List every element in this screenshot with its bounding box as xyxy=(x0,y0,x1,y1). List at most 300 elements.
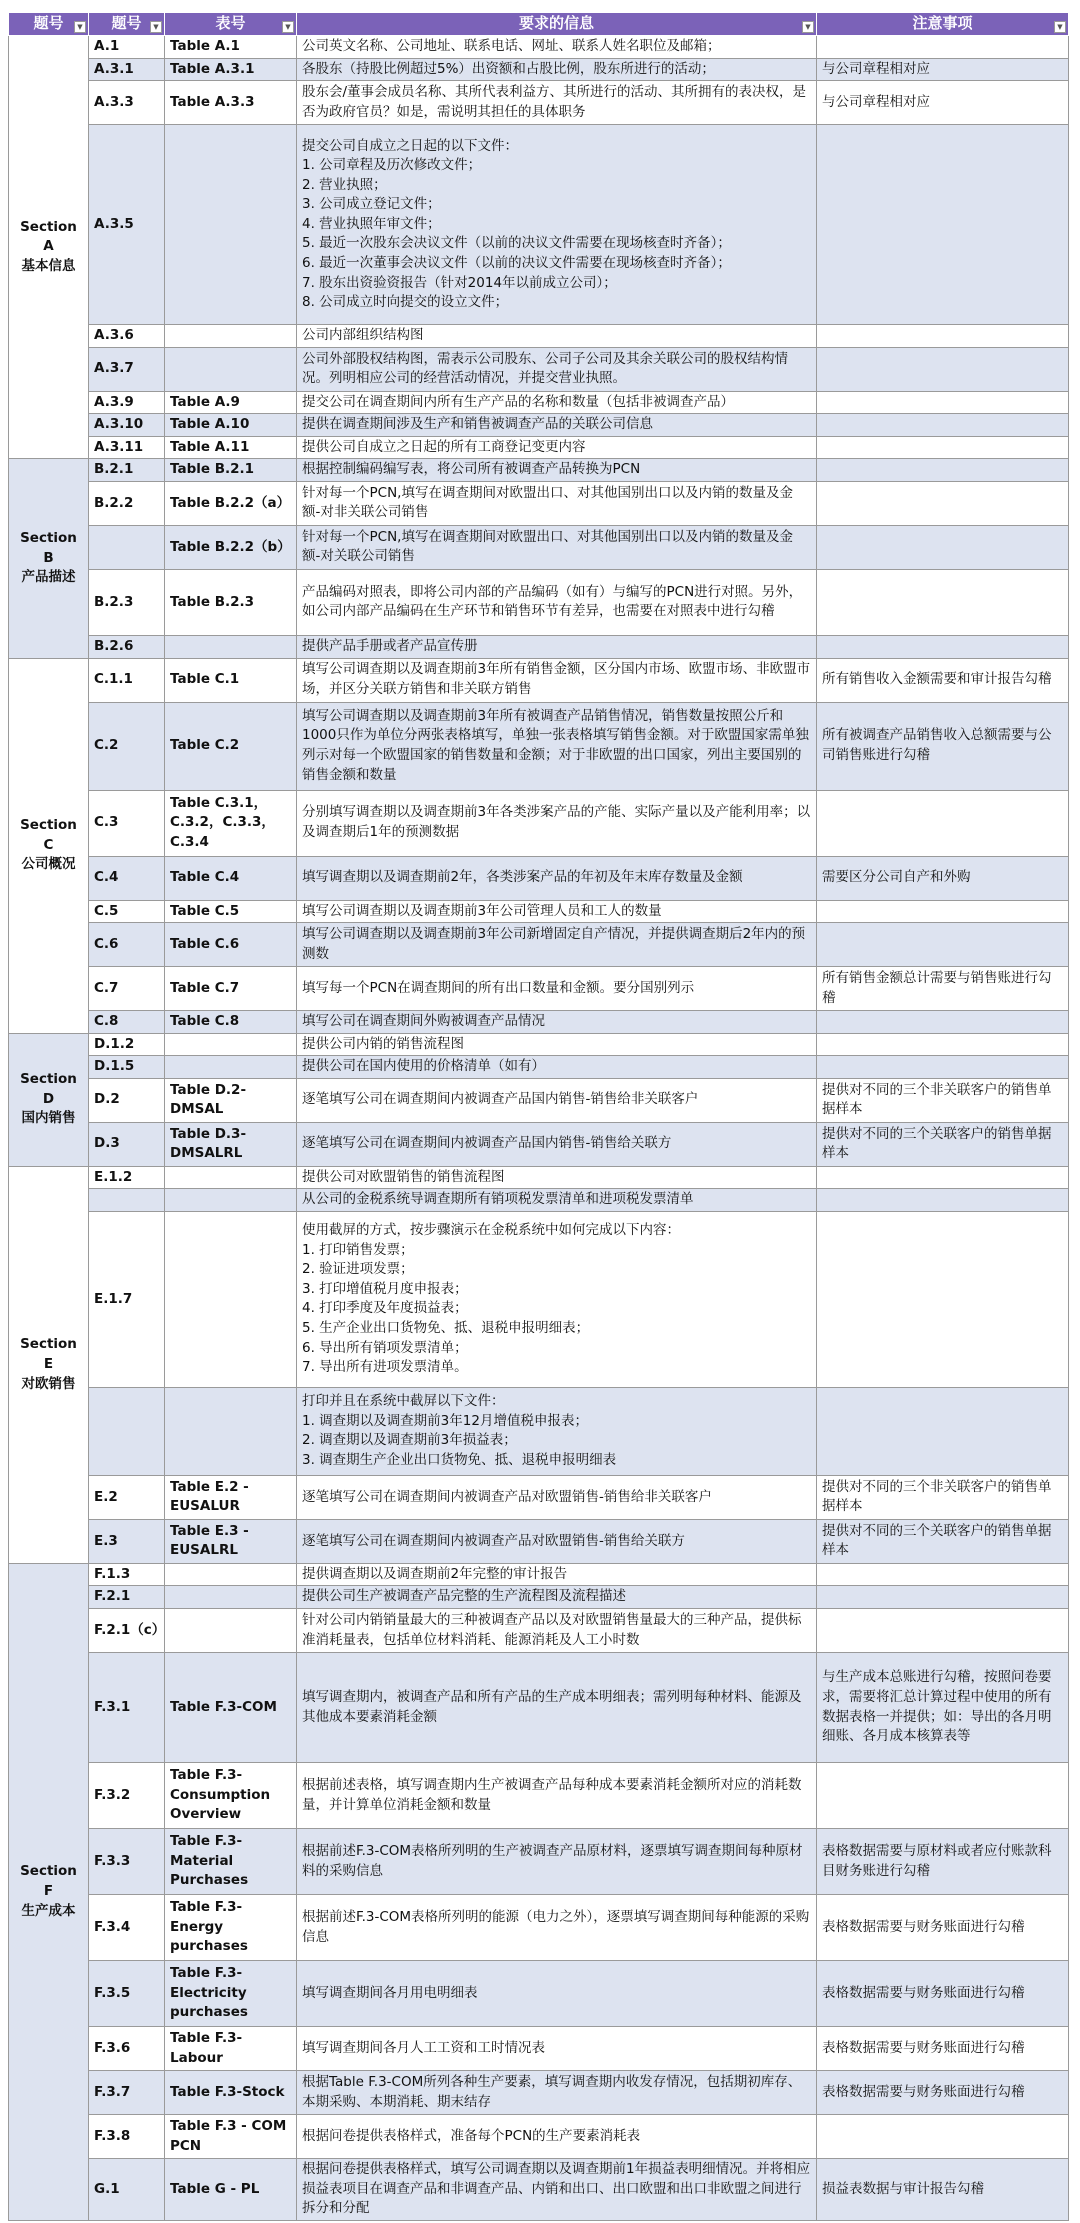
filter-dropdown-icon[interactable]: ▼ xyxy=(282,21,294,33)
required-info-line: 3. 公司成立登记文件； xyxy=(302,196,441,213)
question-number[interactable]: F.3.7 xyxy=(89,2071,165,2115)
required-info-cell[interactable] xyxy=(297,1033,817,1056)
table-number[interactable]: Table B.2.2（a） xyxy=(165,481,297,525)
note-cell[interactable] xyxy=(817,125,1069,325)
required-info-cell[interactable] xyxy=(297,1475,817,1519)
section-subtitle: 国内销售 xyxy=(21,1110,76,1127)
table-row xyxy=(9,635,1069,658)
required-info-cell[interactable] xyxy=(297,569,817,635)
section-label-b xyxy=(9,459,89,658)
table-row xyxy=(9,1387,1069,1475)
table-row xyxy=(9,569,1069,635)
required-info-cell[interactable] xyxy=(297,81,817,125)
table-row xyxy=(9,1653,1069,1763)
question-number[interactable]: C.4 xyxy=(89,856,165,900)
note-cell[interactable]: 与公司章程相对应 xyxy=(817,58,1069,81)
note-cell[interactable]: 所有销售金额总计需要与销售账进行勾稽 xyxy=(817,967,1069,1011)
table-number[interactable] xyxy=(165,125,297,325)
note-cell[interactable]: 表格数据需要与财务账面进行勾稽 xyxy=(817,2071,1069,2115)
table-row xyxy=(9,414,1069,437)
required-info-line: 公司内部组织结构图 xyxy=(302,327,424,344)
question-number[interactable]: B.2.3 xyxy=(89,569,165,635)
table-row xyxy=(9,459,1069,482)
required-info-line: 打印并且在系统中截屏以下文件： xyxy=(302,1393,505,1410)
note-cell[interactable]: 与公司章程相对应 xyxy=(817,81,1069,125)
header-required-info[interactable]: 要求的信息 ▼ xyxy=(297,13,817,36)
header-question-no[interactable]: 题号 ▼ xyxy=(89,13,165,36)
required-info-cell[interactable] xyxy=(297,635,817,658)
table-number[interactable]: Table F.3-Consumption Overview xyxy=(165,1763,297,1829)
section-title: Section D xyxy=(20,1071,77,1107)
question-number[interactable]: F.3.2 xyxy=(89,1763,165,1829)
required-info-line: 7. 股东出资验资报告（针对2014年以前成立公司）； xyxy=(302,274,617,291)
required-info-line: 根据Table F.3-COM所列各种生产要素，填写调查期内收发存情况，包括期初库存、本期采购、本期消耗、期末结存 xyxy=(302,2073,802,2110)
table-row xyxy=(9,1475,1069,1519)
required-info-line: 4. 营业执照年审文件； xyxy=(302,215,441,232)
table-row xyxy=(9,856,1069,900)
required-info-cell[interactable] xyxy=(297,1586,817,1609)
required-info-line: 6. 最近一次董事会决议文件（以前的决议文件需要在现场核查时齐备）； xyxy=(302,254,731,271)
table-row xyxy=(9,702,1069,790)
section-label-e xyxy=(9,1166,89,1563)
table-row xyxy=(9,36,1069,59)
question-number[interactable]: F.3.3 xyxy=(89,1829,165,1895)
table-row xyxy=(9,2115,1069,2159)
question-number[interactable]: F.3.6 xyxy=(89,2027,165,2071)
table-number[interactable]: Table B.2.2（b） xyxy=(165,525,297,569)
required-info-line: 针对每一个PCN,填写在调查期间对欧盟出口、对其他国别出口以及内销的数量及金额-对关联公司销售 xyxy=(302,528,793,565)
required-info-cell[interactable] xyxy=(297,1211,817,1387)
note-cell[interactable]: 提供对不同的三个非关联客户的销售单据样本 xyxy=(817,1078,1069,1122)
question-number[interactable]: F.3.5 xyxy=(89,1961,165,2027)
question-number[interactable]: F.3.1 xyxy=(89,1653,165,1763)
table-number[interactable]: Table A.3.3 xyxy=(165,81,297,125)
table-number[interactable] xyxy=(165,1387,297,1475)
table-row xyxy=(9,2071,1069,2115)
required-info-line: 提供公司生产被调查产品完整的生产流程图及流程描述 xyxy=(302,1588,626,1605)
table-row xyxy=(9,391,1069,414)
required-info-line: 根据控制编码编写表，将公司所有被调查产品转换为PCN xyxy=(302,461,641,478)
required-info-cell[interactable] xyxy=(297,2027,817,2071)
required-info-line: 1. 公司章程及历次修改文件； xyxy=(302,157,482,174)
table-number[interactable]: Table G - PL xyxy=(165,2159,297,2221)
table-number[interactable]: Table C.4 xyxy=(165,856,297,900)
table-number[interactable]: Table F.3-Electricity purchases xyxy=(165,1961,297,2027)
table-number[interactable]: Table C.6 xyxy=(165,923,297,967)
required-info-line: 提供产品手册或者产品宣传册 xyxy=(302,637,478,654)
table-number[interactable] xyxy=(165,347,297,391)
table-number[interactable]: Table A.11 xyxy=(165,436,297,459)
question-number[interactable]: F.2.1 xyxy=(89,1586,165,1609)
required-info-cell[interactable] xyxy=(297,525,817,569)
table-row xyxy=(9,481,1069,525)
required-info-line: 5. 最近一次股东会决议文件（以前的决议文件需要在现场核查时齐备）； xyxy=(302,235,731,252)
required-info-line: 针对每一个PCN,填写在调查期间对欧盟出口、对其他国别出口以及内销的数量及金额-对非关联公司销售 xyxy=(302,484,793,521)
required-info-cell[interactable] xyxy=(297,347,817,391)
table-row xyxy=(9,1011,1069,1034)
required-info-cell[interactable] xyxy=(297,1961,817,2027)
question-number[interactable]: A.3.3 xyxy=(89,81,165,125)
required-info-cell[interactable] xyxy=(297,436,817,459)
note-cell[interactable] xyxy=(817,569,1069,635)
required-info-cell[interactable] xyxy=(297,1011,817,1034)
required-info-cell[interactable] xyxy=(297,391,817,414)
required-info-line: 5. 生产企业出口货物免、抵、退税申报明细表； xyxy=(302,1319,590,1336)
question-number[interactable] xyxy=(89,525,165,569)
table-number[interactable] xyxy=(165,635,297,658)
note-cell[interactable] xyxy=(817,900,1069,923)
table-number[interactable] xyxy=(165,1033,297,1056)
table-number[interactable]: Table C.7 xyxy=(165,967,297,1011)
note-cell[interactable] xyxy=(817,1189,1069,1212)
question-number[interactable]: D.3 xyxy=(89,1122,165,1166)
table-row xyxy=(9,81,1069,125)
table-number[interactable]: Table A.10 xyxy=(165,414,297,437)
note-cell[interactable] xyxy=(817,325,1069,348)
required-info-cell[interactable] xyxy=(297,1078,817,1122)
required-info-cell[interactable] xyxy=(297,36,817,59)
note-cell[interactable] xyxy=(817,1387,1069,1475)
table-number[interactable]: Table E.2 - EUSALUR xyxy=(165,1475,297,1519)
required-info-cell[interactable] xyxy=(297,1122,817,1166)
note-cell[interactable]: 与生产成本总账进行勾稽，按照问卷要求，需要将汇总计算过程中使用的所有数据表格一并提供；如：导出的各月明细账、各月成本核算表等 xyxy=(817,1653,1069,1763)
required-info-line: 填写调查期以及调查期前2年，各类涉案产品的年初及年末库存数量及金额 xyxy=(302,869,743,886)
note-cell[interactable]: 损益表数据与审计报告勾稽 xyxy=(817,2159,1069,2221)
table-row xyxy=(9,1895,1069,1961)
note-cell[interactable]: 表格数据需要与财务账面进行勾稽 xyxy=(817,2027,1069,2071)
required-info-cell[interactable] xyxy=(297,481,817,525)
note-cell[interactable]: 表格数据需要与财务账面进行勾稽 xyxy=(817,1961,1069,2027)
required-info-cell[interactable] xyxy=(297,790,817,856)
question-number[interactable]: B.2.1 xyxy=(89,459,165,482)
required-info-line: 各股东（持股比例超过5%）出资额和占股比例，股东所进行的活动； xyxy=(302,60,715,77)
required-info-line: 逐笔填写公司在调查期间内被调查产品对欧盟销售-销售给关联方 xyxy=(302,1532,685,1549)
table-row xyxy=(9,436,1069,459)
required-info-line: 根据前述F.3-COM表格所列明的能源（电力之外），逐票填写调查期间每种能源的采购信息 xyxy=(302,1908,810,1945)
required-info-line: 使用截屏的方式，按步骤演示在金税系统中如何完成以下内容： xyxy=(302,1222,680,1239)
table-number[interactable] xyxy=(165,325,297,348)
note-cell[interactable]: 表格数据需要与原材料或者应付账款科目财务账进行勾稽 xyxy=(817,1829,1069,1895)
note-cell[interactable] xyxy=(817,1586,1069,1609)
table-row xyxy=(9,1056,1069,1079)
section-label-d xyxy=(9,1033,89,1166)
table-number[interactable]: Table B.2.1 xyxy=(165,459,297,482)
required-info-line: 提供在调查期间涉及生产和销售被调查产品的关联公司信息 xyxy=(302,416,653,433)
note-cell[interactable] xyxy=(817,923,1069,967)
table-number[interactable]: Table F.3 - COM PCN xyxy=(165,2115,297,2159)
required-info-cell[interactable] xyxy=(297,1763,817,1829)
required-info-line: 逐笔填写公司在调查期间内被调查产品对欧盟销售-销售给非关联客户 xyxy=(302,1488,712,1505)
question-number[interactable]: E.1.2 xyxy=(89,1166,165,1189)
section-subtitle: 基本信息 xyxy=(21,257,76,274)
required-info-line: 填写公司在调查期间外购被调查产品情况 xyxy=(302,1013,545,1030)
note-cell[interactable]: 所有被调查产品销售收入总额需要与公司销售账进行勾稽 xyxy=(817,702,1069,790)
filter-dropdown-icon[interactable]: ▼ xyxy=(74,21,86,33)
required-info-line: 3. 调查期生产企业出口货物免、抵、退税申报明细表 xyxy=(302,1451,617,1468)
question-number[interactable]: A.3.9 xyxy=(89,391,165,414)
table-row xyxy=(9,658,1069,702)
section-title: Section F xyxy=(20,1863,77,1899)
table-row xyxy=(9,1829,1069,1895)
table-row xyxy=(9,1078,1069,1122)
table-row xyxy=(9,1189,1069,1212)
question-number[interactable]: G.1 xyxy=(89,2159,165,2221)
table-number[interactable]: Table F.3-Stock xyxy=(165,2071,297,2115)
note-cell[interactable]: 所有销售收入金额需要和审计报告勾稽 xyxy=(817,658,1069,702)
table-number[interactable] xyxy=(165,1609,297,1653)
note-cell[interactable] xyxy=(817,459,1069,482)
question-number[interactable]: C.7 xyxy=(89,967,165,1011)
required-info-line: 逐笔填写公司在调查期间内被调查产品国内销售-销售给非关联客户 xyxy=(302,1091,699,1108)
question-number[interactable]: A.1 xyxy=(89,36,165,59)
required-info-cell[interactable] xyxy=(297,1829,817,1895)
required-info-cell[interactable] xyxy=(297,1895,817,1961)
section-subtitle: 生产成本 xyxy=(21,1902,76,1919)
question-number[interactable]: C.2 xyxy=(89,702,165,790)
required-info-line: 7. 导出所有进项发票清单。 xyxy=(302,1359,468,1376)
table-row xyxy=(9,923,1069,967)
table-number[interactable]: Table C.1 xyxy=(165,658,297,702)
required-info-cell[interactable] xyxy=(297,1166,817,1189)
table-number[interactable]: Table A.3.1 xyxy=(165,58,297,81)
section-label-f xyxy=(9,1563,89,2220)
note-cell[interactable]: 提供对不同的三个非关联客户的销售单据样本 xyxy=(817,1475,1069,1519)
question-number[interactable]: A.3.11 xyxy=(89,436,165,459)
questionnaire-table-wrapper xyxy=(8,12,1068,2221)
note-cell[interactable] xyxy=(817,2115,1069,2159)
note-cell[interactable] xyxy=(817,347,1069,391)
required-info-line: 根据问卷提供表格样式，准备每个PCN的生产要素消耗表 xyxy=(302,2127,641,2144)
question-number[interactable]: A.3.7 xyxy=(89,347,165,391)
required-info-line: 提交公司自成立之日起的以下文件： xyxy=(302,137,518,154)
required-info-cell[interactable] xyxy=(297,459,817,482)
required-info-line: 从公司的金税系统导调查期所有销项税发票清单和进项税发票清单 xyxy=(302,1191,694,1208)
required-info-line: 1. 打印销售发票； xyxy=(302,1241,414,1258)
required-info-line: 产品编码对照表，即将公司内部的产品编码（如有）与编写的PCN进行对照。另外，如公司内部产品编码在生产环节和销售环节有差异，也需要在对照表中进行勾稽 xyxy=(302,583,803,620)
table-row xyxy=(9,1122,1069,1166)
question-number[interactable]: A.3.1 xyxy=(89,58,165,81)
required-info-cell[interactable] xyxy=(297,2115,817,2159)
table-number[interactable] xyxy=(165,1189,297,1212)
question-number[interactable]: C.1.1 xyxy=(89,658,165,702)
question-number[interactable]: F.3.8 xyxy=(89,2115,165,2159)
required-info-cell[interactable] xyxy=(297,900,817,923)
table-row xyxy=(9,58,1069,81)
required-info-line: 提供公司在国内使用的价格清单（如有） xyxy=(302,1058,545,1075)
required-info-cell[interactable] xyxy=(297,1563,817,1586)
required-info-cell[interactable] xyxy=(297,923,817,967)
required-info-line: 分别填写调查期以及调查期前3年各类涉案产品的产能、实际产量以及产能利用率；以及调查期后1年的预测数据 xyxy=(302,804,811,840)
table-number[interactable]: Table D.2-DMSAL xyxy=(165,1078,297,1122)
question-number[interactable]: F.3.4 xyxy=(89,1895,165,1961)
required-info-cell[interactable] xyxy=(297,2071,817,2115)
note-cell[interactable] xyxy=(817,525,1069,569)
note-cell[interactable] xyxy=(817,481,1069,525)
note-cell[interactable] xyxy=(817,1056,1069,1079)
required-info-cell[interactable] xyxy=(297,1056,817,1079)
question-number[interactable]: F.2.1（c） xyxy=(89,1609,165,1653)
note-cell[interactable] xyxy=(817,1563,1069,1586)
required-info-cell[interactable] xyxy=(297,58,817,81)
note-cell[interactable] xyxy=(817,1033,1069,1056)
question-number[interactable]: C.3 xyxy=(89,790,165,856)
required-info-line: 4. 打印季度及年度损益表； xyxy=(302,1300,468,1317)
question-number[interactable]: E.1.7 xyxy=(89,1211,165,1387)
required-info-line: 8. 公司成立时向提交的设立文件； xyxy=(302,294,509,311)
note-cell[interactable] xyxy=(817,1763,1069,1829)
table-row xyxy=(9,1166,1069,1189)
required-info-line: 提交公司在调查期间内所有生产产品的名称和数量（包括非被调查产品） xyxy=(302,393,734,410)
required-info-line: 填写调查期内，被调查产品和所有产品的生产成本明细表；需列明每种材料、能源及其他成本要素消耗金额 xyxy=(302,1688,802,1725)
table-row xyxy=(9,2159,1069,2221)
required-info-cell[interactable] xyxy=(297,1609,817,1653)
required-info-line: 填写公司调查期以及调查期前3年所有销售金额，区分国内市场、欧盟市场、非欧盟市场，并区分关联方销售和非关联方销售 xyxy=(302,661,811,697)
question-number[interactable]: E.2 xyxy=(89,1475,165,1519)
table-number[interactable]: Table C.3.1，C.3.2，C.3.3，C.3.4 xyxy=(165,790,297,856)
required-info-cell[interactable] xyxy=(297,1387,817,1475)
question-number[interactable]: D.1.2 xyxy=(89,1033,165,1056)
required-info-cell[interactable] xyxy=(297,856,817,900)
required-info-line: 填写每一个PCN在调查期间的所有出口数量和金额。要分国别列示 xyxy=(302,979,695,996)
required-info-cell[interactable] xyxy=(297,1653,817,1763)
table-number[interactable]: Table C.8 xyxy=(165,1011,297,1034)
required-info-line: 根据问卷提供表格样式，填写公司调查期以及调查期前1年损益表明细情况。并将相应损益表项目在调查产品和非调查产品、内销和出口、出口欧盟和出口非欧盟之间进行拆分和分配 xyxy=(302,2161,811,2217)
question-number[interactable]: E.3 xyxy=(89,1519,165,1563)
required-info-line: 填写调查期间各月用电明细表 xyxy=(302,1984,478,2001)
section-title: Section E xyxy=(20,1336,77,1373)
table-number[interactable] xyxy=(165,1586,297,1609)
header-notes[interactable]: 注意事项 ▼ xyxy=(817,13,1069,36)
table-number[interactable] xyxy=(165,1166,297,1189)
table-number[interactable]: Table C.5 xyxy=(165,900,297,923)
note-cell[interactable] xyxy=(817,36,1069,59)
note-cell[interactable]: 提供对不同的三个关联客户的销售单据样本 xyxy=(817,1519,1069,1563)
table-row xyxy=(9,125,1069,325)
filter-dropdown-icon[interactable]: ▼ xyxy=(1054,21,1066,33)
section-title: Section B xyxy=(20,530,77,566)
note-cell[interactable] xyxy=(817,1211,1069,1387)
table-number[interactable]: Table F.3-Energy purchases xyxy=(165,1895,297,1961)
required-info-line: 针对公司内销销量最大的三种被调查产品以及对欧盟销售量最大的三种产品，提供标准消耗量表，包括单位材料消耗、能源消耗及人工小时数 xyxy=(302,1611,802,1648)
question-number[interactable]: A.3.6 xyxy=(89,325,165,348)
table-row xyxy=(9,1519,1069,1563)
note-cell[interactable] xyxy=(817,414,1069,437)
required-info-line: 股东会/董事会成员名称、其所代表利益方、其所进行的活动、其所拥有的表决权，是否为政府官员？如是，需说明其担任的具体职务 xyxy=(302,84,807,120)
required-info-line: 2. 验证进项发票； xyxy=(302,1261,414,1278)
note-cell[interactable] xyxy=(817,436,1069,459)
table-number[interactable] xyxy=(165,1056,297,1079)
header-table-no[interactable]: 表号 ▼ xyxy=(165,13,297,36)
table-number[interactable]: Table A.9 xyxy=(165,391,297,414)
required-info-line: 提供调查期以及调查期前2年完整的审计报告 xyxy=(302,1565,568,1582)
table-number[interactable]: Table F.3-Labour xyxy=(165,2027,297,2071)
table-row xyxy=(9,1763,1069,1829)
question-number[interactable]: D.1.5 xyxy=(89,1056,165,1079)
required-info-cell[interactable] xyxy=(297,1189,817,1212)
table-row xyxy=(9,967,1069,1011)
question-number[interactable] xyxy=(89,1189,165,1212)
table-row xyxy=(9,790,1069,856)
required-info-cell[interactable] xyxy=(297,125,817,325)
table-row xyxy=(9,1563,1069,1586)
table-row xyxy=(9,1211,1069,1387)
header-section[interactable]: 题号 ▼ xyxy=(9,13,89,36)
required-info-line: 提供公司对欧盟销售的销售流程图 xyxy=(302,1168,505,1185)
required-info-line: 根据前述F.3-COM表格所列明的生产被调查产品原材料，逐票填写调查期间每种原材料的采购信息 xyxy=(302,1842,803,1879)
required-info-cell[interactable] xyxy=(297,325,817,348)
required-info-line: 提供公司自成立之日起的所有工商登记变更内容 xyxy=(302,438,586,455)
question-number[interactable]: B.2.2 xyxy=(89,481,165,525)
table-row xyxy=(9,1609,1069,1653)
table-row xyxy=(9,347,1069,391)
required-info-cell[interactable] xyxy=(297,658,817,702)
required-info-cell[interactable] xyxy=(297,2159,817,2221)
table-number[interactable]: Table B.2.3 xyxy=(165,569,297,635)
table-number[interactable]: Table C.2 xyxy=(165,702,297,790)
note-cell[interactable]: 需要区分公司自产和外购 xyxy=(817,856,1069,900)
required-info-line: 3. 打印增值税月度申报表； xyxy=(302,1280,468,1297)
table-row xyxy=(9,2027,1069,2071)
table-number[interactable] xyxy=(165,1211,297,1387)
table-row xyxy=(9,900,1069,923)
note-cell[interactable]: 提供对不同的三个关联客户的销售单据样本 xyxy=(817,1122,1069,1166)
required-info-line: 逐笔填写公司在调查期间内被调查产品国内销售-销售给关联方 xyxy=(302,1135,672,1152)
table-number[interactable]: Table E.3 - EUSALRL xyxy=(165,1519,297,1563)
table-number[interactable]: Table D.3-DMSALRL xyxy=(165,1122,297,1166)
required-info-line: 根据前述表格，填写调查期内生产被调查产品每种成本要素消耗金额所对应的消耗数量，并计算单位消耗金额和数量 xyxy=(302,1776,802,1813)
question-number[interactable]: A.3.10 xyxy=(89,414,165,437)
table-number[interactable]: Table F.3-COM xyxy=(165,1653,297,1763)
required-info-line: 提供公司内销的销售流程图 xyxy=(302,1035,464,1052)
note-cell[interactable] xyxy=(817,1609,1069,1653)
question-number[interactable] xyxy=(89,1387,165,1475)
table-number[interactable] xyxy=(165,1563,297,1586)
question-number[interactable]: C.8 xyxy=(89,1011,165,1034)
section-label-c xyxy=(9,658,89,1033)
header-row xyxy=(9,13,1069,36)
question-number[interactable]: C.6 xyxy=(89,923,165,967)
filter-dropdown-icon[interactable]: ▼ xyxy=(150,21,162,33)
required-info-cell[interactable] xyxy=(297,414,817,437)
section-subtitle: 对欧销售 xyxy=(21,1375,76,1392)
question-number[interactable]: D.2 xyxy=(89,1078,165,1122)
required-info-cell[interactable] xyxy=(297,1519,817,1563)
required-info-line: 公司外部股权结构图，需表示公司股东、公司子公司及其余关联公司的股权结构情况。列明相应公司的经营活动情况，并提交营业执照。 xyxy=(302,350,788,387)
question-number[interactable]: F.1.3 xyxy=(89,1563,165,1586)
question-number[interactable]: C.5 xyxy=(89,900,165,923)
required-info-line: 填写调查期间各月人工工资和工时情况表 xyxy=(302,2039,545,2056)
filter-dropdown-icon[interactable]: ▼ xyxy=(802,21,814,33)
note-cell[interactable] xyxy=(817,635,1069,658)
required-info-cell[interactable] xyxy=(297,967,817,1011)
question-number[interactable]: B.2.6 xyxy=(89,635,165,658)
note-cell[interactable]: 表格数据需要与财务账面进行勾稽 xyxy=(817,1895,1069,1961)
table-number[interactable]: Table F.3-Material Purchases xyxy=(165,1829,297,1895)
required-info-line: 填写公司调查期以及调查期前3年公司管理人员和工人的数量 xyxy=(302,902,662,919)
section-subtitle: 公司概况 xyxy=(21,856,76,873)
required-info-line: 2. 营业执照； xyxy=(302,176,387,193)
note-cell[interactable] xyxy=(817,1011,1069,1034)
section-label-a xyxy=(9,36,89,459)
table-row xyxy=(9,525,1069,569)
required-info-cell[interactable] xyxy=(297,702,817,790)
question-number[interactable]: A.3.5 xyxy=(89,125,165,325)
note-cell[interactable] xyxy=(817,790,1069,856)
table-number[interactable]: Table A.1 xyxy=(165,36,297,59)
note-cell[interactable] xyxy=(817,1166,1069,1189)
note-cell[interactable] xyxy=(817,391,1069,414)
table-row xyxy=(9,1586,1069,1609)
